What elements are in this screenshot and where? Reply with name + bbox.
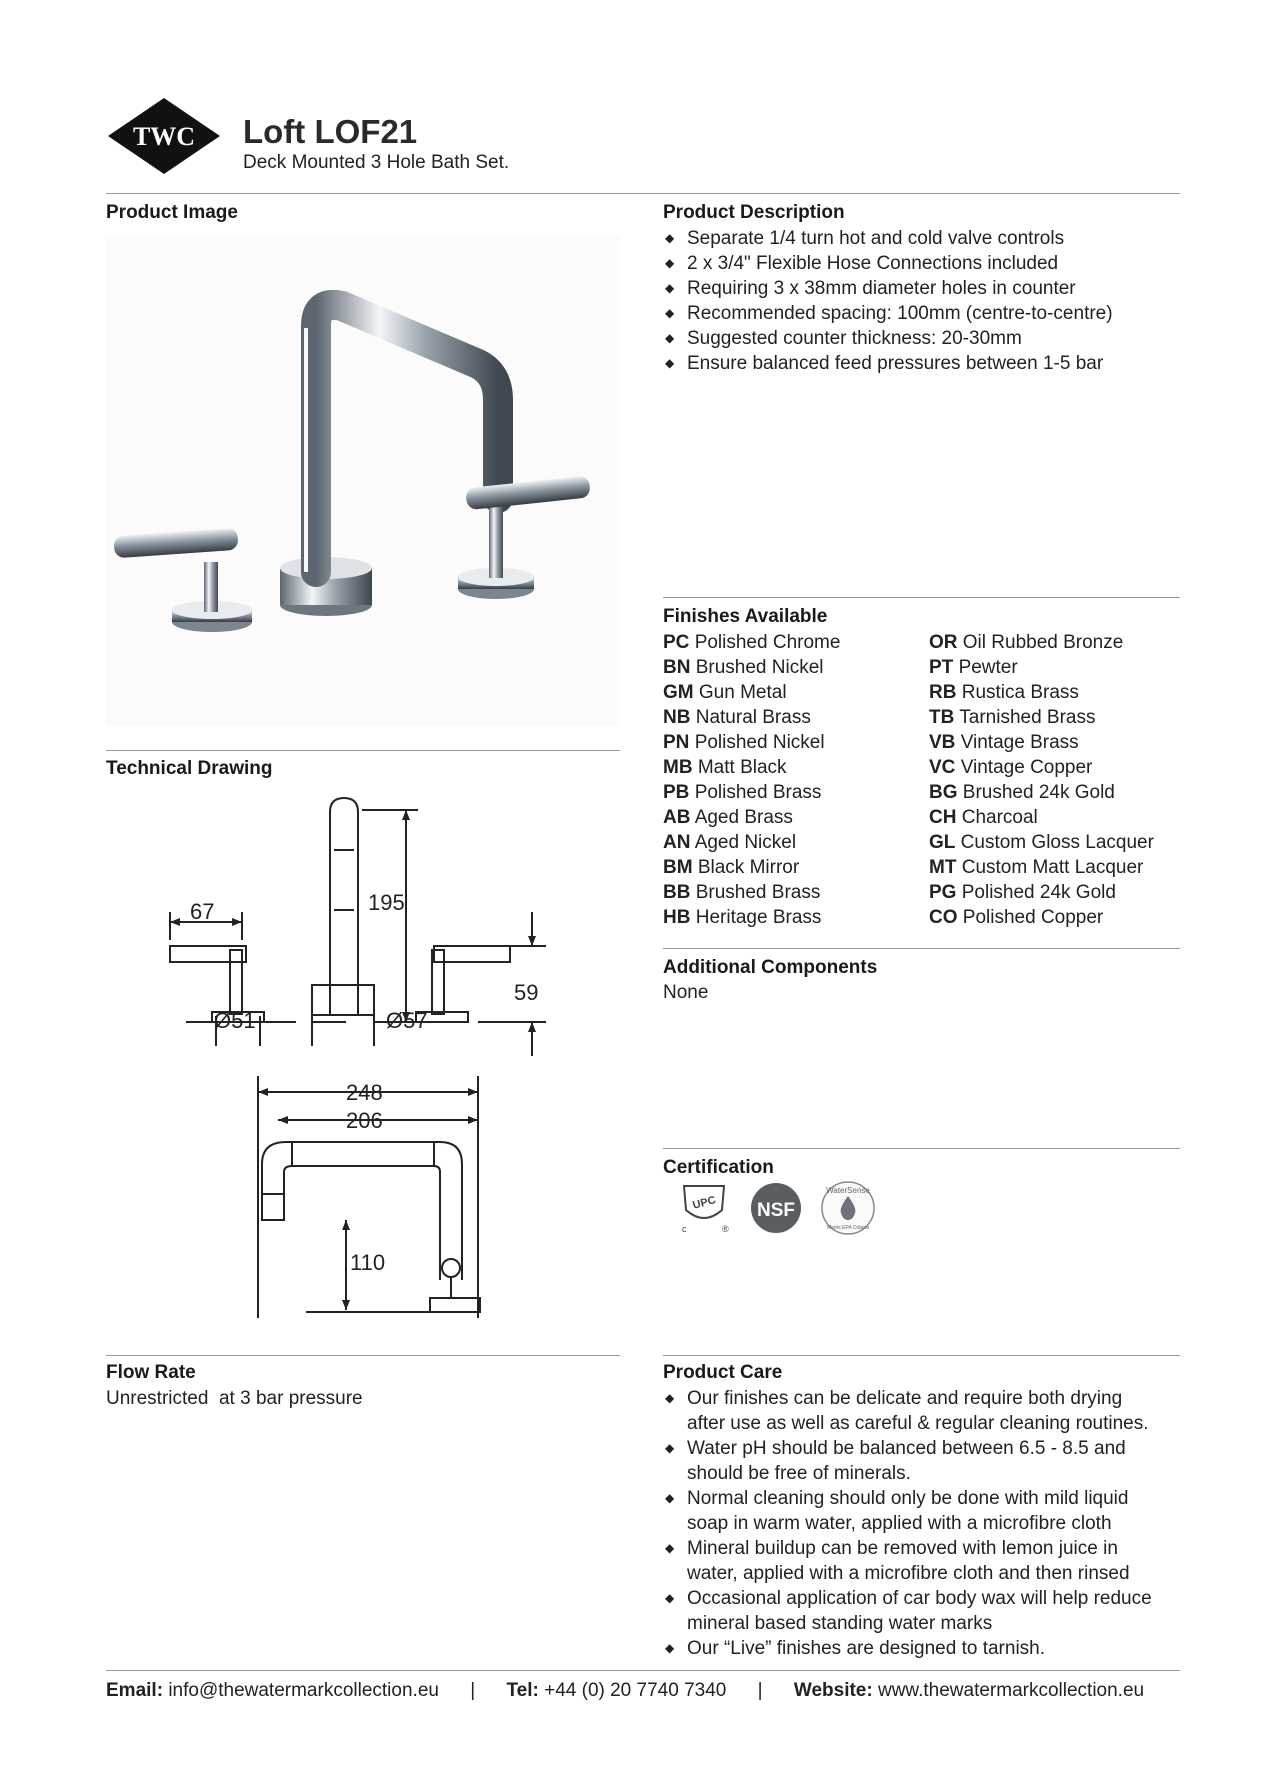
finish-item: MB Matt Black: [663, 757, 787, 778]
finish-item: VC Vintage Copper: [929, 757, 1093, 778]
technical-drawing: [106, 790, 620, 1330]
list-item: ◆ Our “Live” finishes are designed to tarnish.: [665, 1638, 1046, 1659]
header-divider: [106, 193, 1180, 194]
list-item: ◆ Suggested counter thickness: 20-30mm: [665, 328, 1022, 349]
dim-spout-base-dia: Ø57: [386, 1008, 428, 1033]
tel-label: Tel:: [506, 1680, 539, 1701]
svg-text:NSF: NSF: [757, 1200, 795, 1221]
footer-divider: [106, 1670, 1180, 1671]
list-item: ◆ 2 x 3/4" Flexible Hose Connections included: [665, 253, 1059, 274]
finish-item: OR Oil Rubbed Bronze: [929, 632, 1124, 653]
product-care-heading: Product Care: [663, 1362, 783, 1383]
product-image-heading: Product Image: [106, 202, 238, 223]
finishes-right-column: [929, 630, 1154, 930]
logo-text: TWC: [132, 122, 196, 151]
finish-item: PB Polished Brass: [663, 782, 822, 803]
product-photo: [106, 236, 620, 726]
dim-inner-depth: 206: [346, 1108, 383, 1133]
product-description-heading: Product Description: [663, 202, 845, 223]
dim-spout-height: 195: [368, 890, 405, 915]
svg-text:WaterSense: WaterSense: [826, 1186, 870, 1195]
finish-item: CH Charcoal: [929, 807, 1038, 828]
finish-item: CO Polished Copper: [929, 907, 1104, 928]
brand-logo: [106, 96, 222, 176]
image-divider: [106, 750, 620, 751]
finishes-left-column: [663, 630, 840, 930]
finishes-divider: [663, 948, 1180, 949]
certification-divider: [663, 1355, 1180, 1356]
dim-handle-base-dia: Ø51: [214, 1008, 256, 1033]
svg-text:UPC: UPC: [691, 1194, 718, 1212]
dim-handle-length: 67: [190, 899, 215, 924]
additional-components-heading: Additional Components: [663, 957, 878, 978]
website-label: Website:: [793, 1680, 873, 1701]
certification-heading: Certification: [663, 1157, 774, 1178]
finish-item: RB Rustica Brass: [929, 682, 1079, 703]
finish-item: MT Custom Matt Lacquer: [929, 857, 1144, 878]
finish-item: VB Vintage Brass: [929, 732, 1079, 753]
footer-separator: |: [757, 1680, 763, 1701]
finish-item: AB Aged Brass: [663, 807, 793, 828]
footer-separator: |: [470, 1680, 476, 1701]
list-item: ◆ Separate 1/4 turn hot and cold valve controls: [665, 228, 1065, 249]
finish-item: PG Polished 24k Gold: [929, 882, 1116, 903]
tel-link[interactable]: +44 (0) 20 7740 7340: [544, 1680, 727, 1701]
svg-text:c: c: [682, 1224, 687, 1234]
description-divider: [663, 597, 1180, 598]
finishes-heading: Finishes Available: [663, 606, 828, 627]
finish-item: GL Custom Gloss Lacquer: [929, 832, 1154, 853]
watersense-certification-icon: [820, 1180, 876, 1236]
list-item: ◆ Our finishes can be delicate and require both drying after use as well as careful & regular cleaning routines.: [665, 1388, 1149, 1434]
additional-components-value: None: [663, 982, 709, 1003]
finish-item: GM Gun Metal: [663, 682, 787, 703]
finish-item: PC Polished Chrome: [663, 632, 841, 653]
finish-item: NB Natural Brass: [663, 707, 811, 728]
email-link[interactable]: info@thewatermarkcollection.eu: [168, 1680, 439, 1701]
nsf-certification-icon: [750, 1182, 802, 1234]
product-subtitle: Deck Mounted 3 Hole Bath Set.: [243, 152, 510, 173]
finish-item: AN Aged Nickel: [663, 832, 797, 853]
finish-item: BB Brushed Brass: [663, 882, 821, 903]
svg-text:®: ®: [722, 1224, 729, 1234]
drawing-divider: [106, 1355, 620, 1356]
technical-drawing-heading: Technical Drawing: [106, 758, 273, 779]
list-item: ◆ Requiring 3 x 38mm diameter holes in counter: [665, 278, 1076, 299]
list-item: ◆ Ensure balanced feed pressures between 1-5 bar: [665, 353, 1104, 374]
finish-item: HB Heritage Brass: [663, 907, 822, 928]
finish-item: TB Tarnished Brass: [929, 707, 1096, 728]
list-item: ◆ Normal cleaning should only be done with mild liquid soap in warm water, applied with a microfibre cloth: [665, 1488, 1129, 1534]
footer-contact: [106, 1680, 1144, 1702]
finish-item: BG Brushed 24k Gold: [929, 782, 1115, 803]
components-divider: [663, 1148, 1180, 1149]
dim-outlet-height: 110: [350, 1250, 386, 1275]
description-list: [663, 226, 1183, 376]
list-item: ◆ Recommended spacing: 100mm (centre-to-centre): [665, 303, 1113, 324]
website-link[interactable]: www.thewatermarkcollection.eu: [877, 1680, 1145, 1701]
product-title: Loft LOF21: [243, 113, 418, 150]
finish-item: PT Pewter: [929, 657, 1018, 678]
product-care-list: [663, 1386, 1183, 1661]
finish-item: BM Black Mirror: [663, 857, 800, 878]
list-item: ◆ Occasional application of car body wax will help reduce mineral based standing water marks: [665, 1588, 1152, 1634]
flow-rate-value: Unrestricted at 3 bar pressure: [106, 1388, 363, 1409]
email-label: Email:: [106, 1680, 164, 1701]
list-item: ◆ Water pH should be balanced between 6.5 - 8.5 and should be free of minerals.: [665, 1438, 1126, 1484]
dim-handle-height: 59: [514, 980, 539, 1005]
finish-item: PN Polished Nickel: [663, 732, 825, 753]
dim-overall-depth: 248: [346, 1080, 383, 1105]
finish-item: BN Brushed Nickel: [663, 657, 824, 678]
list-item: ◆ Mineral buildup can be removed with lemon juice in water, applied with a microfibre cloth and then rinsed: [665, 1538, 1130, 1584]
svg-text:Meets EPA Criteria: Meets EPA Criteria: [827, 1225, 869, 1231]
flow-rate-heading: Flow Rate: [106, 1362, 196, 1383]
upc-certification-icon: [676, 1180, 732, 1238]
